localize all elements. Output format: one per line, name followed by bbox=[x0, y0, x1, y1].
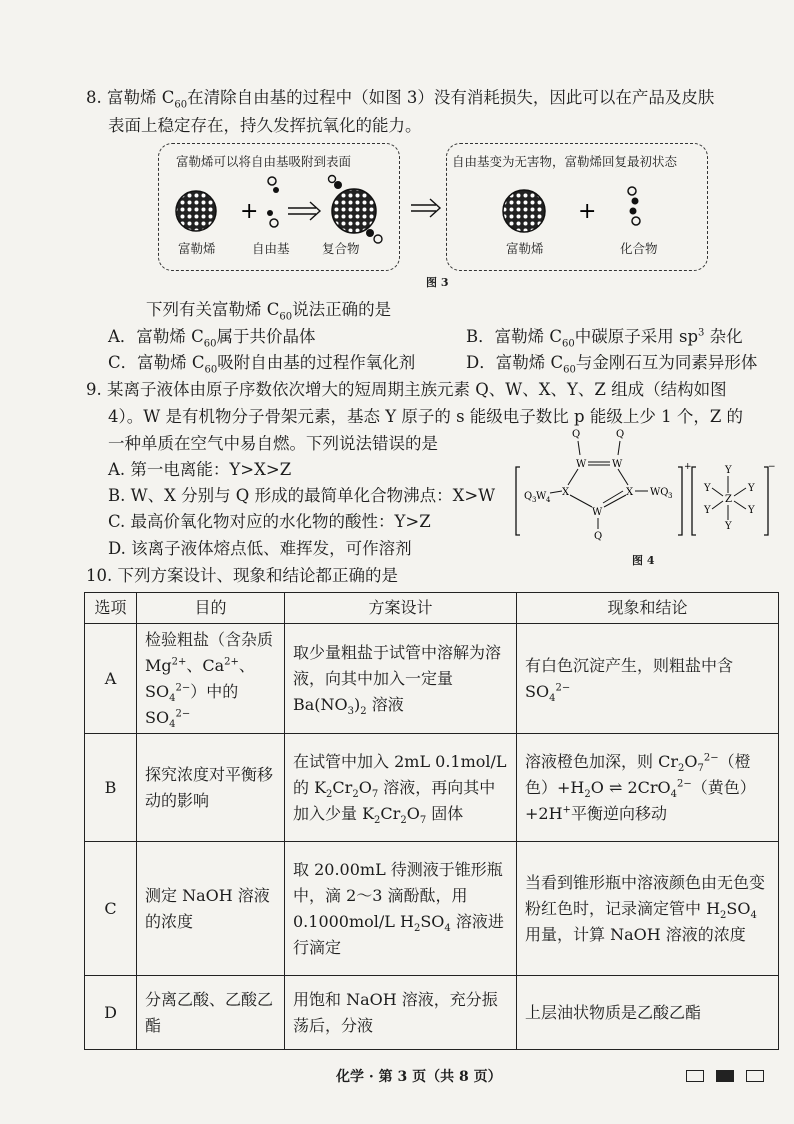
svg-text:4: 4 bbox=[546, 496, 551, 504]
fig3-box1-title: 富勒烯可以将自由基吸附到表面 bbox=[176, 154, 352, 169]
row-design: 用饱和 NaOH 溶液，充分振荡后，分液 bbox=[285, 976, 517, 1050]
svg-text:Y: Y bbox=[725, 465, 732, 476]
row-purpose: 检验粗盐（含杂质 $Mg^{2+}$、$Ca^{2+}$、$SO_4^{2-}$）中的 $SO_4^{2-}$ bbox=[137, 624, 285, 734]
q9-stem-line2: 4）。W 是有机物分子骨架元素，基态 Y 原子的 s 能级电子数比 p 能级上少 1 个，Z 的 bbox=[108, 407, 744, 426]
radical-icon bbox=[267, 177, 279, 227]
row-result: 有白色沉淀产生，则粗盐中含 $SO_4^{2-}$ bbox=[517, 624, 779, 734]
svg-text:3: 3 bbox=[532, 496, 537, 504]
table-row bbox=[85, 976, 779, 1050]
row-design: 取少量粗盐于试管中溶解为溶液，向其中加入一定量 $Ba(NO_3)_2$ 溶液 bbox=[285, 624, 517, 734]
svg-text:Y: Y bbox=[704, 483, 711, 494]
svg-text:Y: Y bbox=[748, 483, 755, 494]
svg-text:−: − bbox=[768, 462, 776, 472]
header-purpose: 目的 bbox=[137, 593, 285, 624]
svg-text:+: + bbox=[240, 199, 259, 224]
page-mark-empty-icon bbox=[746, 1070, 764, 1082]
row-result: 上层油状物质是乙酸乙酯 bbox=[517, 976, 779, 1050]
row-design: 在试管中加入 2mL 0.1mol/L 的 $K_2Cr_2O_7$ 溶液，再向其中加入少量 $K_2Cr_2O_7$ 固体 bbox=[285, 734, 517, 842]
fig4-structure bbox=[508, 425, 774, 550]
row-option: B bbox=[85, 734, 137, 842]
q9-stem-line3: 一种单质在空气中易自燃。下列说法错误的是 bbox=[108, 434, 438, 453]
q8-option-b: B．富勒烯 $C_{60}$中碳原子采用 $sp^3$ 杂化 bbox=[466, 327, 743, 350]
q9-option-b: B. W、X 分别与 Q 形成的最简单化合物沸点：X>W bbox=[108, 486, 496, 505]
arrow-icon bbox=[288, 202, 320, 220]
header-result: 现象和结论 bbox=[517, 593, 779, 624]
q9-option-c: C. 最高价氧化物对应的水化物的酸性：Y>Z bbox=[108, 512, 431, 531]
row-option: C bbox=[85, 842, 137, 976]
svg-text:Y: Y bbox=[725, 521, 732, 532]
svg-text:WQ: WQ bbox=[650, 487, 669, 498]
q8-option-a: A．富勒烯 $C_{60}$属于共价晶体 bbox=[108, 327, 316, 350]
svg-text:+: + bbox=[578, 199, 597, 224]
q9-option-d: D. 该离子液体熔点低、难挥发，可作溶剂 bbox=[108, 539, 412, 558]
fig3-label-radical: 自由基 bbox=[252, 241, 290, 256]
row-result: 溶液橙色加深，则 $Cr_2O_7^{2-}$（橙色）$+H_2O$ ⇌ 2CrO$_4^{2-}$（黄色）+2H+平衡逆向移动 bbox=[517, 734, 779, 842]
compound-icon bbox=[628, 187, 640, 225]
row-result: 当看到锥形瓶中溶液颜色由无色变粉红色时，记录滴定管中 $H_2SO_4$ 用量，计算 NaOH 溶液的浓度 bbox=[517, 842, 779, 976]
svg-text:X: X bbox=[562, 487, 570, 498]
fig3-label-compound: 化合物 bbox=[620, 241, 658, 256]
row-purpose: 探究浓度对平衡移动的影响 bbox=[137, 734, 285, 842]
q10-table bbox=[84, 592, 779, 1050]
page-footer: 化学 · 第 3 页（共 8 页） bbox=[336, 1069, 502, 1085]
complex-icon bbox=[332, 189, 376, 233]
row-purpose: 测定 NaOH 溶液的浓度 bbox=[137, 842, 285, 976]
fig3-label-fullerene: 富勒烯 bbox=[178, 241, 216, 256]
table-row bbox=[85, 734, 779, 842]
svg-text:3: 3 bbox=[668, 492, 673, 500]
svg-text:Q: Q bbox=[572, 429, 581, 440]
row-option: D bbox=[85, 976, 137, 1050]
row-purpose: 分离乙酸、乙酸乙酯 bbox=[137, 976, 285, 1050]
fullerene-restored-icon bbox=[503, 190, 545, 232]
svg-text:Y: Y bbox=[704, 505, 711, 516]
table-row bbox=[85, 842, 779, 976]
q10-stem: 10. 下列方案设计、现象和结论都正确的是 bbox=[86, 566, 398, 585]
svg-text:W: W bbox=[576, 459, 587, 470]
fig3-label-complex: 复合物 bbox=[322, 241, 360, 256]
table-header-row bbox=[85, 593, 779, 624]
row-design: 取 20.00mL 待测液于锥形瓶中，滴 2～3 滴酚酞，用 0.1000mol/L $H_2SO_4$ 溶液进行滴定 bbox=[285, 842, 517, 976]
fig4-caption: 图 4 bbox=[632, 554, 655, 567]
fig3-caption: 图 3 bbox=[426, 276, 449, 289]
fig3-label-fullerene2: 富勒烯 bbox=[506, 241, 544, 256]
table-row bbox=[85, 624, 779, 734]
svg-text:Q: Q bbox=[616, 429, 625, 440]
q8-stem-line1: 8. 富勒烯 $C_{60}$在清除自由基的过程中（如图 3）没有消耗损失，因此可以在产品及皮肤 bbox=[86, 88, 715, 111]
svg-text:W: W bbox=[536, 491, 547, 502]
header-option: 选项 bbox=[85, 593, 137, 624]
q9-stem-line1: 9. 某离子液体由原子序数依次增大的短周期主族元素 Q、W、X、Y、Z 组成（结构如图 bbox=[86, 380, 727, 399]
q9-option-a: A. 第一电离能：Y>X>Z bbox=[108, 460, 292, 479]
fullerene-icon bbox=[176, 191, 216, 231]
row-option: A bbox=[85, 624, 137, 734]
page-mark-filled-icon bbox=[716, 1070, 734, 1082]
svg-text:Y: Y bbox=[748, 505, 755, 516]
q8-option-c: C．富勒烯 $C_{60}$吸附自由基的过程作氧化剂 bbox=[108, 353, 416, 376]
svg-text:W: W bbox=[612, 459, 623, 470]
svg-text:X: X bbox=[626, 487, 634, 498]
svg-text:Z: Z bbox=[725, 494, 732, 505]
q8-option-d: D．富勒烯 $C_{60}$与金刚石互为同素异形体 bbox=[466, 353, 758, 376]
q8-stem-line2: 表面上稳定存在，持久发挥抗氧化的能力。 bbox=[108, 116, 422, 135]
fig3-box2-title: 自由基变为无害物，富勒烯回复最初状态 bbox=[452, 154, 678, 169]
page-mark-empty-icon bbox=[686, 1070, 704, 1082]
header-design: 方案设计 bbox=[285, 593, 517, 624]
svg-text:Q: Q bbox=[524, 491, 533, 502]
svg-text:Q: Q bbox=[594, 531, 603, 542]
svg-text:+: + bbox=[684, 462, 692, 472]
svg-text:W: W bbox=[592, 507, 603, 518]
q8-question: 下列有关富勒烯 $C_{60}$说法正确的是 bbox=[146, 300, 392, 323]
big-arrow-icon bbox=[411, 199, 440, 217]
